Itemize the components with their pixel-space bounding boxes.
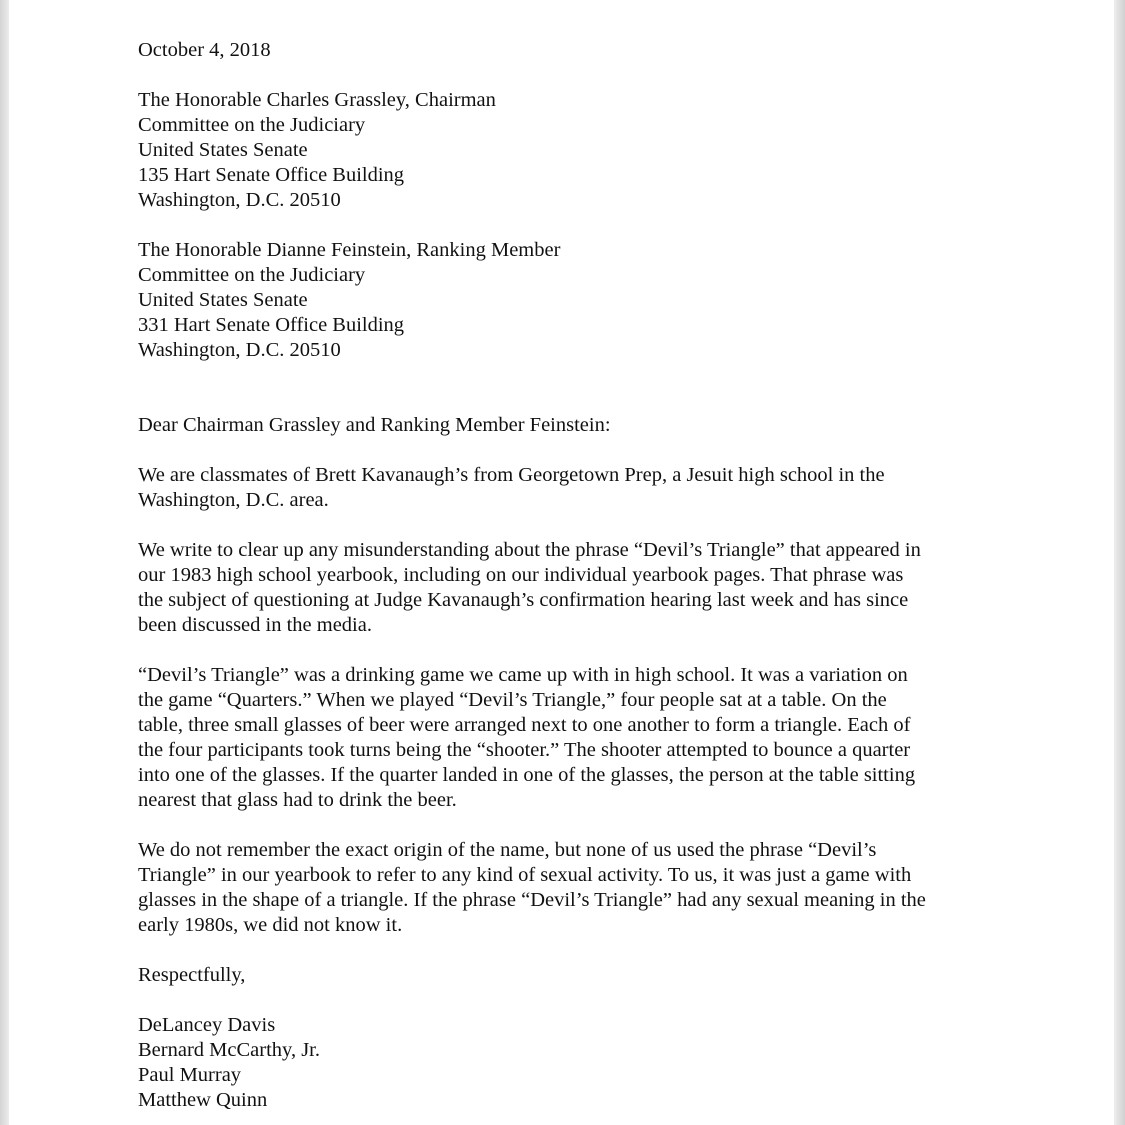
recipient-address-feinstein — [138, 238, 1008, 363]
page-edge-right — [1114, 0, 1125, 1125]
paragraph-line: the game “Quarters.” When we played “Devil’s Triangle,” four people sat at a table. On the — [138, 689, 887, 711]
letter-body — [138, 38, 1008, 1113]
recipient-address-grassley — [138, 88, 1008, 213]
recipient-line: Washington, D.C. 20510 — [138, 189, 341, 211]
signatory-name: Bernard McCarthy, Jr. — [138, 1039, 320, 1061]
signatory-name: Paul Murray — [138, 1064, 242, 1086]
recipient-line: The Honorable Charles Grassley, Chairman — [138, 89, 496, 111]
paragraph-game-description — [138, 663, 1008, 813]
paragraph-intro — [138, 463, 1008, 513]
paragraph-line: early 1980s, we did not know it. — [138, 914, 403, 936]
paragraph-line: been discussed in the media. — [138, 614, 372, 636]
paragraph-line: We do not remember the exact origin of the name, but none of us used the phrase “Devil’s — [138, 839, 877, 861]
paragraph-line: “Devil’s Triangle” was a drinking game we came up with in high school. It was a variation on — [138, 664, 908, 686]
recipient-line: Committee on the Judiciary — [138, 114, 366, 136]
page-edge-left — [0, 0, 9, 1125]
salutation: Dear Chairman Grassley and Ranking Member Feinstein: — [138, 414, 611, 436]
recipient-line: 331 Hart Senate Office Building — [138, 314, 405, 336]
paragraph-line: the subject of questioning at Judge Kavanaugh’s confirmation hearing last week and has since — [138, 589, 909, 611]
paragraph-line: into one of the glasses. If the quarter landed in one of the glasses, the person at the table sitting — [138, 764, 916, 786]
paragraph-line: table, three small glasses of beer were arranged next to one another to form a triangle. Each of — [138, 714, 911, 736]
recipient-line: Committee on the Judiciary — [138, 264, 366, 286]
recipient-line: 135 Hart Senate Office Building — [138, 164, 405, 186]
paragraph-line: Triangle” in our yearbook to refer to any kind of sexual activity. To us, it was just a game with — [138, 864, 912, 886]
paragraph-line: We write to clear up any misunderstanding about the phrase “Devil’s Triangle” that appeared in — [138, 539, 921, 561]
paragraph-line: the four participants took turns being the “shooter.” The shooter attempted to bounce a quarter — [138, 739, 911, 761]
closing: Respectfully, — [138, 964, 246, 986]
paragraph-line: Washington, D.C. area. — [138, 489, 329, 511]
signatory-name: DeLancey Davis — [138, 1014, 276, 1036]
paragraph-line: glasses in the shape of a triangle. If the phrase “Devil’s Triangle” had any sexual meaning in the — [138, 889, 926, 911]
paragraph-origin — [138, 838, 1008, 938]
recipient-line: United States Senate — [138, 139, 308, 161]
paragraph-line: nearest that glass had to drink the beer. — [138, 789, 457, 811]
signatory-name: Matthew Quinn — [138, 1089, 268, 1111]
recipient-line: Washington, D.C. 20510 — [138, 339, 341, 361]
paragraph-line: We are classmates of Brett Kavanaugh’s from Georgetown Prep, a Jesuit high school in the — [138, 464, 885, 486]
signatory-list — [138, 1013, 1008, 1113]
paragraph-purpose — [138, 538, 1008, 638]
letter-date: October 4, 2018 — [138, 39, 271, 61]
recipient-line: United States Senate — [138, 289, 308, 311]
recipient-line: The Honorable Dianne Feinstein, Ranking Member — [138, 239, 561, 261]
paragraph-line: our 1983 high school yearbook, including on our individual yearbook pages. That phrase was — [138, 564, 904, 586]
